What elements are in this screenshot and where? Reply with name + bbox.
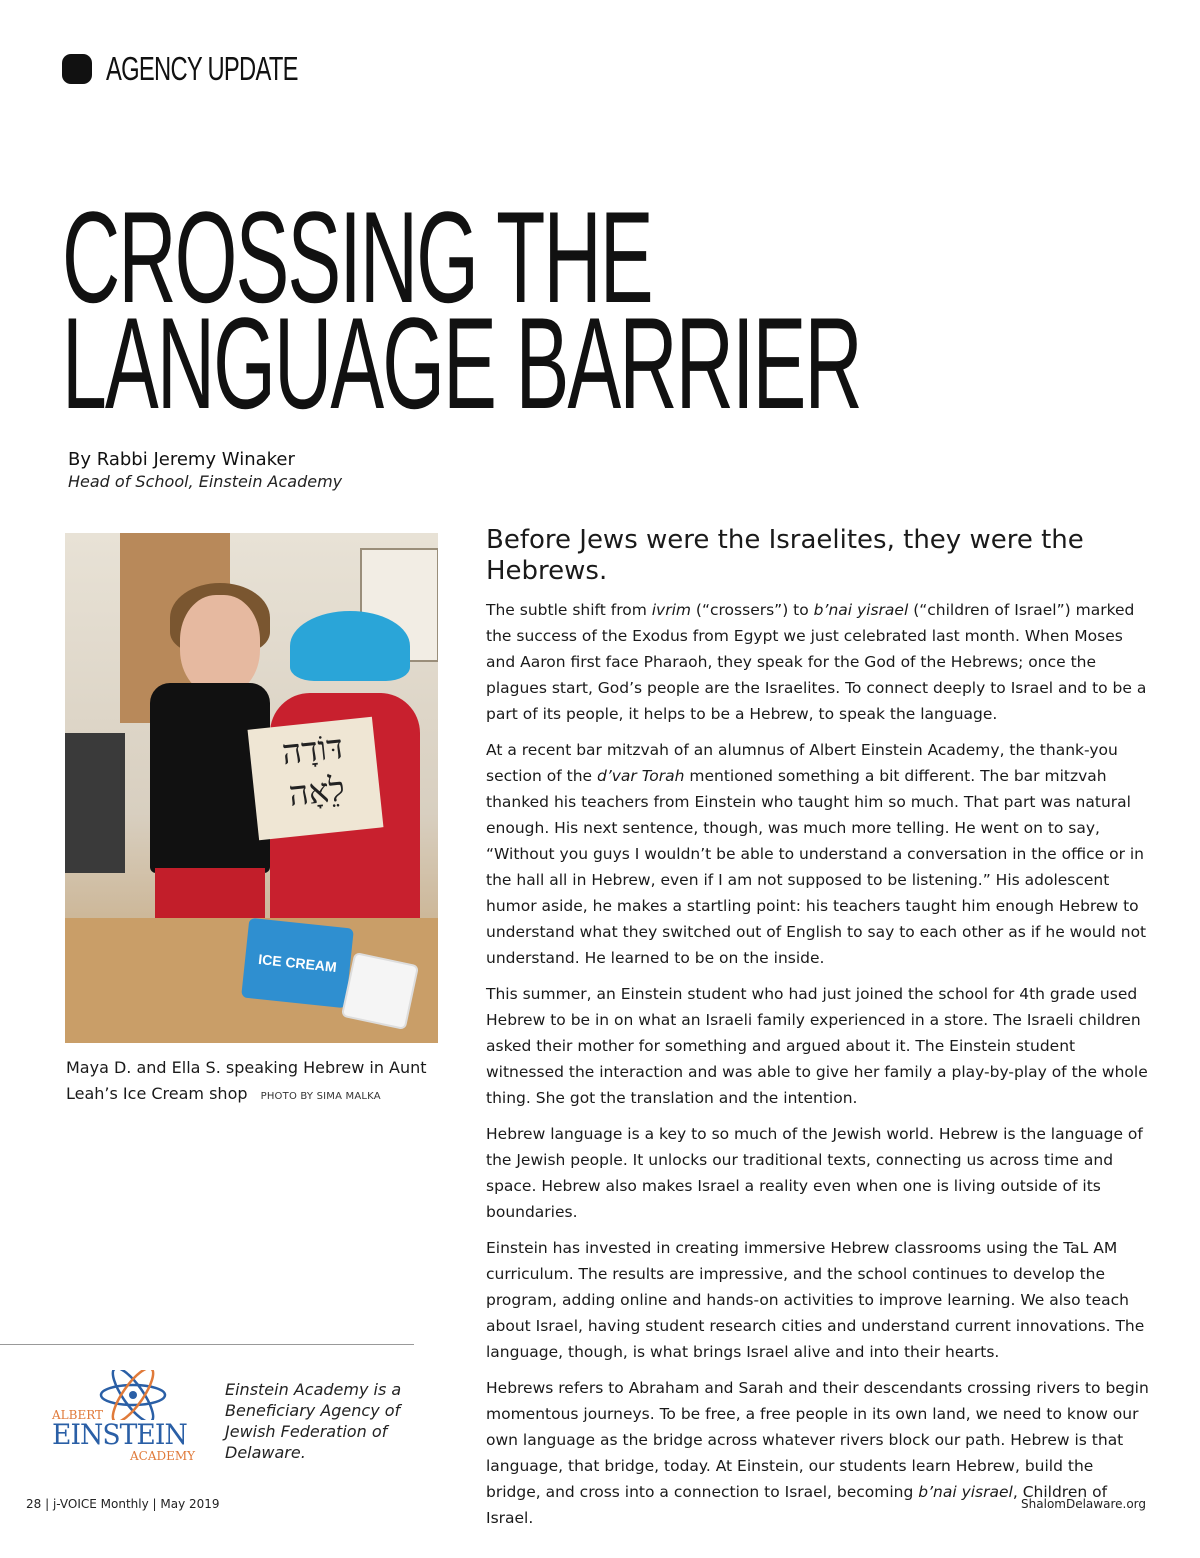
article-photo: [65, 533, 438, 1043]
logo-academy: ACADEMY: [130, 1449, 196, 1463]
photo-hebrew-sign: [248, 717, 384, 840]
section-bullet-icon: [62, 54, 92, 84]
einstein-academy-logo: [50, 1370, 205, 1465]
paragraph-text: , Children of Israel.: [486, 1483, 1108, 1527]
article-paragraph: [486, 981, 1152, 1111]
logo-albert: ALBERT: [52, 1408, 104, 1422]
headline-line-2: LANGUAGE BARRIER: [62, 290, 861, 436]
article-paragraph: [486, 597, 1152, 727]
section-label: AGENCY UPDATE: [106, 50, 298, 87]
article-paragraphs: [486, 597, 1152, 1531]
sign-line-1: דּוֹדָה: [280, 727, 345, 774]
italic-term: d’var Torah: [596, 767, 685, 785]
italic-term: ivrim: [651, 601, 691, 619]
photo-credit: PHOTO BY SIMA MALKA: [260, 1091, 381, 1102]
atom-icon: [98, 1370, 168, 1420]
author-role: Head of School, Einstein Academy: [68, 472, 343, 491]
article-paragraph: [486, 1235, 1152, 1365]
photo-cabinet: [65, 733, 125, 873]
photo-girl-face: [180, 595, 260, 695]
sign-line-2: לֵאָה: [287, 769, 347, 815]
logo-einstein: EINSTEIN: [52, 1418, 187, 1451]
paragraph-text: The subtle shift from: [486, 601, 652, 619]
paragraph-text: At a recent bar mitzvah of an alumnus of Albert Einstein Academy, the thank-you section of the: [486, 741, 1118, 785]
footer-page-info: 28 | j-VOICE Monthly | May 2019: [26, 1497, 220, 1511]
paragraph-text: Einstein has invested in creating immersive Hebrew classrooms using the TaL AM curriculum. The results are impressive, and the school continues to develop the program, adding online and hands-on activities to improve learning. We also teach about Israel, having student research cities and understand current innovations. The language, though, is what brings Israel alive and into their hearts.: [486, 1239, 1145, 1361]
paragraph-text: This summer, an Einstein student who had just joined the school for 4th grade used Hebrew to be in on what an Israeli family experienced in a store. The Israeli children asked their mother for something and argued about it. The Einstein student witnessed the interaction and was able to give her family a play-by-play of the whole thing. She got the translation and the intention.: [486, 985, 1148, 1107]
byline: [68, 449, 342, 493]
article-body: [486, 525, 1152, 1541]
divider: [0, 1344, 414, 1345]
article-lede: Before Jews were the Israelites, they were the Hebrews.: [486, 525, 1084, 586]
paragraph-text: (“crossers”) to: [691, 601, 814, 619]
photo-tray: [341, 952, 419, 1030]
paragraph-text: (“children of Israel”) marked the success of the Exodus from Egypt we just celebrated last month. When Moses and Aaron first face Pharaoh, they speak for the God of the Hebrews; once the plagues start, God’s people are the Israelites. To connect deeply to Israel and to be a part of its people, it helps to be a Hebrew, to speak the language.: [486, 601, 1147, 723]
italic-term: b’nai yisrael: [918, 1483, 1013, 1501]
agency-note: Einstein Academy is a Beneficiary Agency of Jewish Federation of Delaware.: [225, 1380, 402, 1462]
article-paragraph: [486, 1121, 1152, 1225]
italic-term: b’nai yisrael: [813, 601, 909, 619]
photo-ice-cream-box: ICE CREAM: [241, 918, 354, 1009]
caption-text: Maya D. and Ella S. speaking Hebrew in Aunt Leah’s Ice Cream shop: [66, 1058, 427, 1103]
footer-website: ShalomDelaware.org: [1021, 1497, 1146, 1511]
headline: [62, 184, 861, 436]
paragraph-text: Hebrew language is a key to so much of the Jewish world. Hebrew is the language of the Jewish people. It unlocks our traditional texts, connecting us across time and space. Hebrew also makes Israel a reality even when one is living outside of its boundaries.: [486, 1125, 1143, 1221]
headline-line-1: CROSSING THE: [62, 184, 652, 330]
paragraph-text: mentioned something a bit different. The bar mitzvah thanked his teachers from Einstein who taught him so much. That part was natural enough. His next sentence, though, was much more telling. He went on to say, “Without you guys I wouldn’t be able to understand a conversation in the office or in the hall all in Hebrew, even if I am not supposed to be listening.” His adolescent humor aside, he makes a startling point: his teachers taught him enough Hebrew to understand what they switched out of English to say to each other as if he would not understand. He learned to be on the inside.: [486, 767, 1147, 967]
author-name: By Rabbi Jeremy Winaker: [68, 449, 295, 470]
article-paragraph: [486, 737, 1152, 971]
photo-girl2-hat: [290, 611, 410, 681]
paragraph-text: Hebrews refers to Abraham and Sarah and their descendants crossing rivers to begin momentous journeys. To be free, a free people in its own land, we need to know our own language as the bridge across whatever rivers block our path. Hebrew is that language, that bridge, today. At Einstein, our students learn Hebrew, build the bridge, and cross into a connection to Israel, becoming: [486, 1379, 1149, 1501]
photo-caption: [66, 1055, 446, 1110]
section-tag: [62, 50, 372, 88]
